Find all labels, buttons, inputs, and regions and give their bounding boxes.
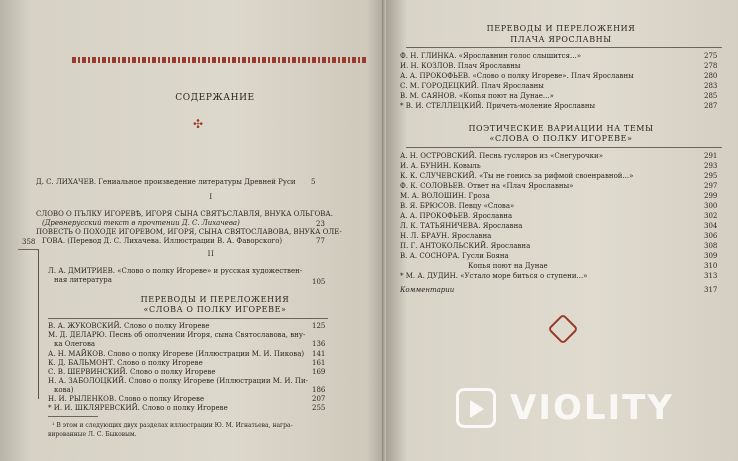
page-num: 295	[704, 172, 718, 180]
page-num: 317	[704, 286, 718, 294]
list-item: В. А. ЖУКОВСКИЙ. Слово о полку Игореве	[48, 322, 210, 330]
list-item: С. В. ШЕРВИНСКИЙ. Слово о полку Игореве	[48, 368, 216, 376]
page-num: 125	[312, 322, 326, 330]
section-title: ПЕРЕВОДЫ И ПЕРЕЛОЖЕНИЯ	[486, 24, 636, 33]
list-item: А. Н. ОСТРОВСКИЙ. Песнь гусляров из «Снегурочки»	[400, 152, 603, 160]
list-item: В. Я. БРЮСОВ. Певцу «Слова»	[400, 202, 515, 210]
list-item: Н. И. РЫЛЕНКОВ. Слово о полку Игореве	[48, 395, 205, 403]
rule	[406, 47, 722, 48]
list-item: * М. А. ДУДИН. «Устало море биться о ступени...»	[400, 272, 588, 280]
page-num: 297	[704, 182, 718, 190]
toc-entry-povest: ПОВЕСТЬ О ПОХОДЕ ИГОРЕВОМ, ИГОРЯ, СЫНА СВЯТОСЛАВОВА, ВНУКА ОЛЕ-	[36, 228, 342, 236]
list-item: М. А. ВОЛОШИН. Гроза	[400, 192, 490, 200]
page-num: 287	[704, 102, 718, 110]
page-num: 186	[312, 386, 326, 394]
page-num: 169	[312, 368, 326, 376]
watermark	[456, 388, 696, 428]
list-item: И. А. БУНИН. Ковыль	[400, 162, 481, 170]
section-title: ПОЭТИЧЕСКИЕ ВАРИАЦИИ НА ТЕМЫ	[468, 124, 654, 133]
page-num: 5	[311, 178, 316, 186]
page-num: 299	[704, 192, 718, 200]
play-icon	[456, 388, 496, 428]
list-item: К. К. СЛУЧЕВСКИЙ. «Ты не гонись за рифмой своенравной...»	[400, 172, 634, 180]
list-item: Ф. Н. ГЛИНКА. «Ярославнин голос слышится...»	[400, 52, 581, 60]
toc-entry-povest-sub: ГОВА. (Перевод Д. С. Лихачева. Иллюстрации В. А. Фаворского)	[42, 237, 283, 245]
page-num: 310	[704, 262, 718, 270]
toc-entry-likhachev: Д. С. ЛИХАЧЕВ. Гениальное произведение литературы Древней Руси	[36, 178, 296, 186]
page-num: 304	[704, 222, 718, 230]
subsection-title: «СЛОВА О ПОЛКУ ИГОРЕВЕ»	[143, 305, 287, 314]
list-item: Копья поют на Дунае	[468, 262, 548, 270]
page-num: 207	[312, 395, 326, 403]
section-numeral: I	[209, 193, 213, 201]
page-num: 306	[704, 232, 718, 240]
footnote: ¹ В этом и следующих двух разделах иллюстрации Ю. М. Игнатьева, награ-	[52, 422, 293, 429]
list-item: В. А. СОСНОРА. Гусли Бояна	[400, 252, 509, 260]
ornament-icon: ✣	[193, 117, 204, 131]
list-item: М. Д. ДЕЛАРЮ. Песнь об ополчении Игоря, сына Святославова, вну-	[48, 331, 306, 339]
page-num: 280	[704, 72, 718, 80]
page-num: 285	[704, 92, 718, 100]
list-item: кова)	[54, 386, 74, 394]
rule	[406, 147, 722, 148]
toc-entry-slovo-sub: (Древнерусский текст в прочтении Д. С. Лихачева)	[42, 219, 240, 227]
watermark-text: VIOLITY	[510, 388, 674, 428]
page-num: 161	[312, 359, 326, 367]
toc-entry-dmitriev-sub: ная литература	[54, 276, 112, 284]
list-item: Ф. К. СОЛОВЬЕВ. Ответ на «Плач Ярославны»	[400, 182, 574, 190]
list-item: И. Н. КОЗЛОВ. Плач Ярославны	[400, 62, 521, 70]
page-num: 141	[312, 350, 326, 358]
page-num: 23	[316, 220, 325, 228]
list-item: Н. А. ЗАБОЛОЦКИЙ. Слово о полку Игореве (Иллюстрации М. И. Пи-	[48, 377, 309, 385]
list-item: ка Олегова	[54, 340, 96, 348]
page-num: 291	[704, 152, 718, 160]
page-num: 278	[704, 62, 718, 70]
footnote-rule	[48, 416, 98, 417]
list-item: В. М. САЯНОВ. «Копья поют на Дунае...»	[400, 92, 554, 100]
page-num: 275	[704, 52, 718, 60]
subsection-title: ПЕРЕВОДЫ И ПЕРЕЛОЖЕНИЯ	[140, 295, 290, 304]
margin-page-number: 358	[22, 238, 36, 246]
toc-entry-dmitriev: Л. А. ДМИТРИЕВ. «Слово о полку Игореве» и русская художествен-	[48, 267, 303, 275]
page-num: 302	[704, 212, 718, 220]
page-num: 300	[704, 202, 718, 210]
margin-rule	[18, 249, 38, 250]
decorative-border	[72, 57, 368, 63]
page-num: 313	[704, 272, 718, 280]
comments-entry: Комментарии	[400, 286, 455, 294]
page-num: 255	[312, 404, 326, 412]
toc-entry-slovo: СЛОВО О ПЪЛКУ ИГОРЕВѢ, ИГОРЯ СЫНА СВЯТЪСЛАВЛЯ, ВНУКА ОЛЬГОВА.	[36, 210, 333, 218]
page-num: 105	[312, 278, 326, 286]
footnote-cont: вированные Л. С. Быковым.	[48, 431, 137, 438]
list-item: А. А. ПРОКОФЬЕВ. Ярославна	[400, 212, 513, 220]
list-item: Н. Л. БРАУН. Ярославна	[400, 232, 492, 240]
list-item: Л. К. ТАТЬЯНИЧЕВА. Ярославна	[400, 222, 523, 230]
list-item: С. М. ГОРОДЕЦКИЙ. Плач Ярославны	[400, 82, 544, 90]
page-num: 293	[704, 162, 718, 170]
section-numeral: II	[207, 250, 215, 258]
section-title: «СЛОВА О ПОЛКУ ИГОРЕВЕ»	[489, 134, 633, 143]
page-num: 77	[316, 237, 325, 245]
contents-title: СОДЕРЖАНИЕ	[175, 93, 255, 103]
margin-line	[38, 249, 39, 399]
list-item: * В. И. СТЕЛЛЕЦКИЙ. Причеть-моление Ярославны	[400, 102, 596, 110]
page-num: 283	[704, 82, 718, 90]
section-title: ПЛАЧА ЯРОСЛАВНЫ	[510, 35, 612, 44]
page-num: 308	[704, 242, 718, 250]
list-item: А. А. ПРОКОФЬЕВ. «Слово о полку Игореве». Плач Ярославны	[400, 72, 634, 80]
page-num: 309	[704, 252, 718, 260]
list-item: П. Г. АНТОКОЛЬСКИЙ. Ярославна	[400, 242, 531, 250]
page-num: 136	[312, 340, 326, 348]
list-item: А. Н. МАЙКОВ. Слово о полку Игореве (Иллюстрации М. И. Пикова)	[48, 350, 305, 358]
list-item: * И. И. ШКЛЯРЕВСКИЙ. Слово о полку Игореве	[48, 404, 228, 412]
rule	[48, 318, 328, 319]
list-item: К. Д. БАЛЬМОНТ. Слово о полку Игореве	[48, 359, 203, 367]
